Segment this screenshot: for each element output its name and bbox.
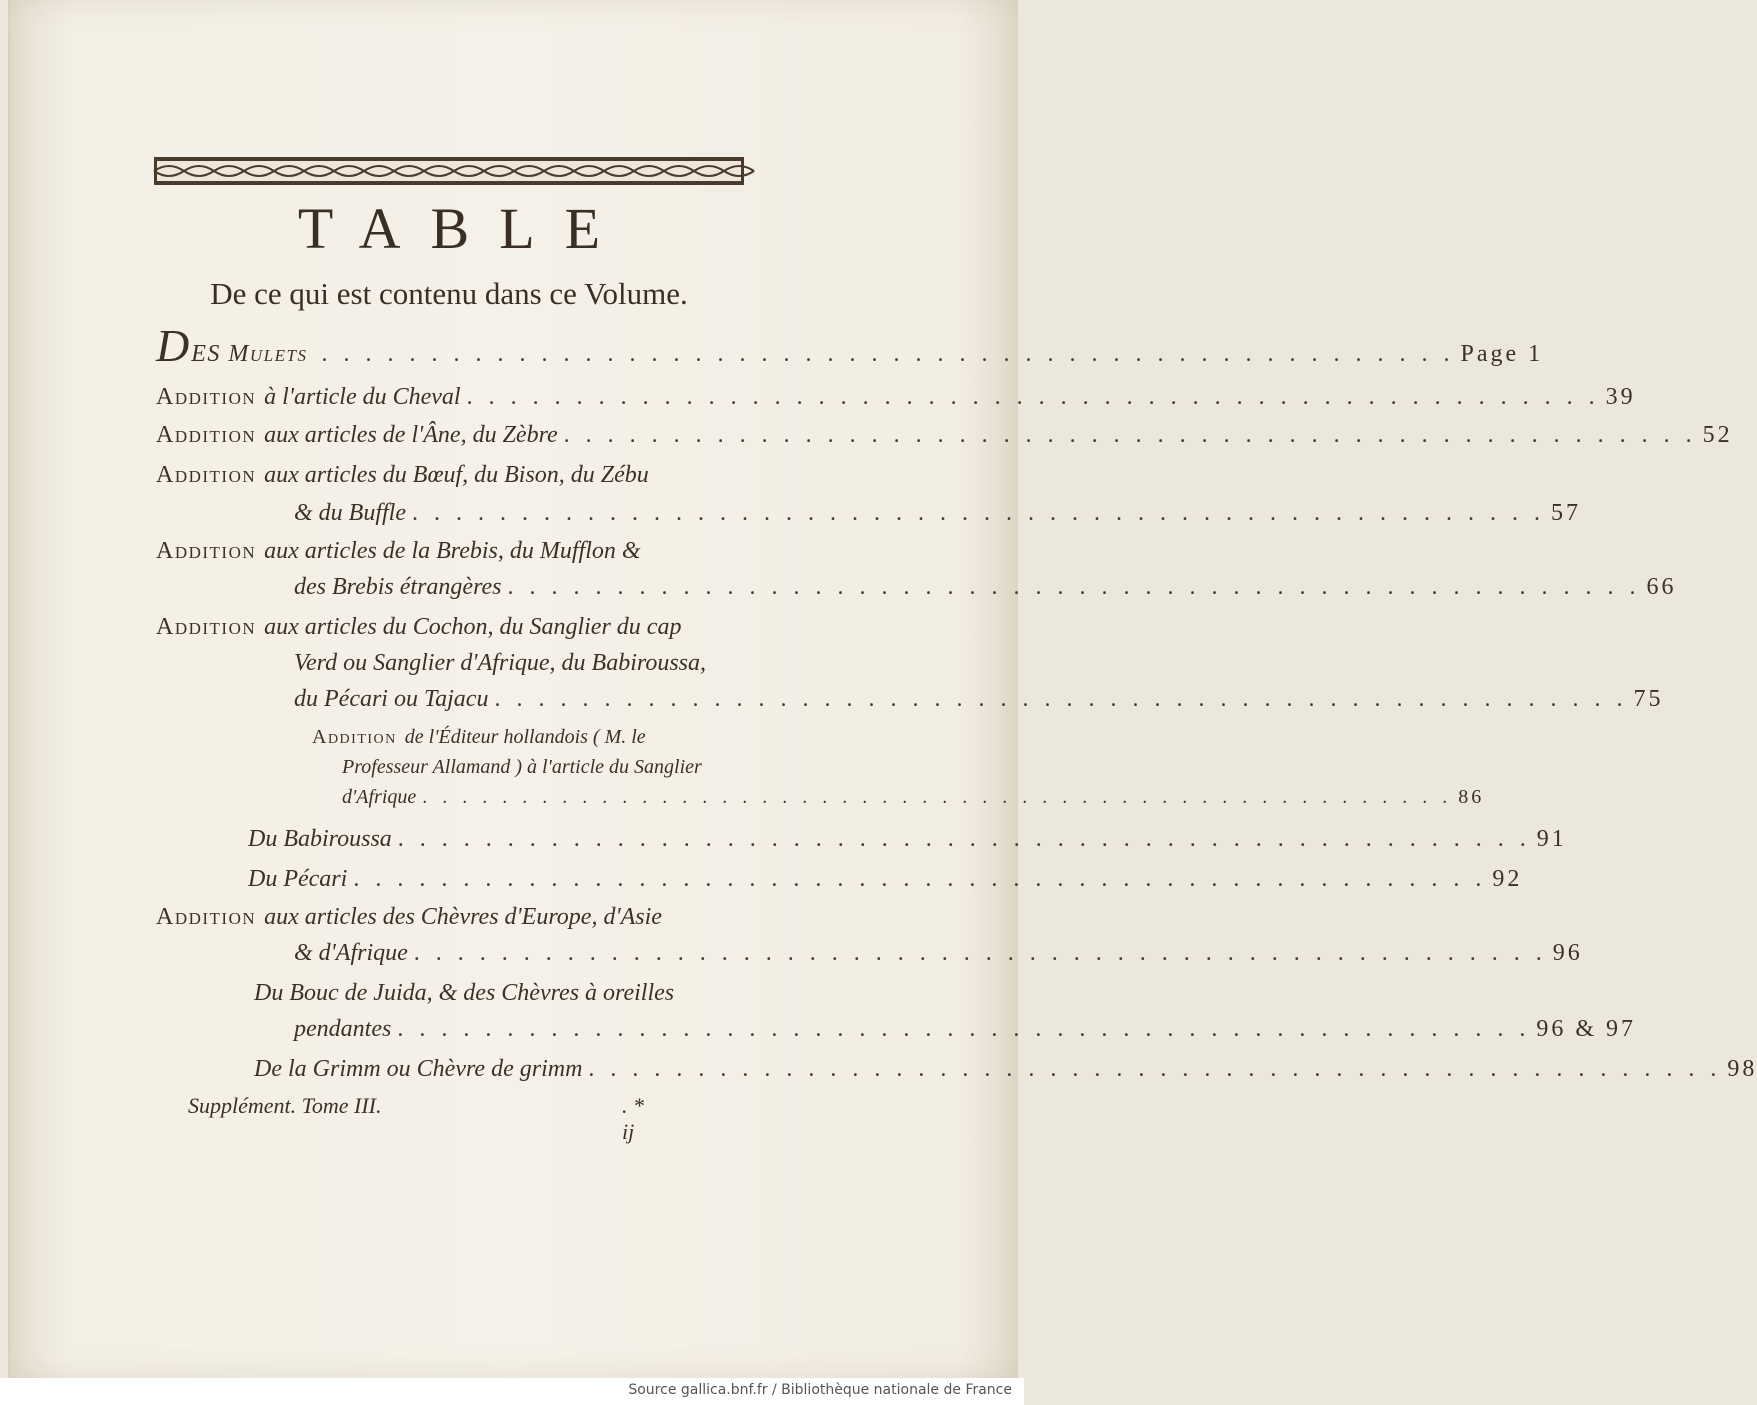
entry-label: aux articles du Bœuf, du Bison, du Zébu xyxy=(264,462,649,488)
entry-page: Page 1 xyxy=(1460,341,1544,367)
entry-page: 98 xyxy=(1727,1056,1757,1082)
entry-page: 66 xyxy=(1646,574,1677,600)
entry-label: des Brebis étrangères xyxy=(294,574,502,600)
toc-entry-cochon-line3 xyxy=(294,686,1664,720)
entry-label: Verd ou Sanglier d'Afrique, du Babiroussa, xyxy=(294,650,707,676)
entry-label: & d'Afrique xyxy=(294,940,408,966)
page-subtitle: De ce qui est contenu dans ce Volume. xyxy=(210,276,688,311)
page-footer xyxy=(188,1093,648,1144)
entry-heading: Addition xyxy=(156,384,257,410)
toc-entry-brebis-line1 xyxy=(156,538,744,572)
entry-label: Du Bouc de Juida, & des Chèvres à oreilles xyxy=(254,980,675,1006)
toc-entry-cochon-line2 xyxy=(294,650,744,684)
source-credit: Source gallica.bnf.fr / Bibliothèque nationale de France xyxy=(628,1382,1012,1398)
toc-entry-chevres-line1 xyxy=(156,904,744,938)
leader-dots: . . . . . . . . . . . . . . . . . . . . . . . . . . . . . . . . . . . . . . . . . . . . . . . . . . . . xyxy=(397,1016,1531,1042)
leader-dots: . . . . . . . . . . . . . . . . . . . . . . . . . . . . . . . . . . . . . . . . . . . . . . . . . . . . xyxy=(353,866,1487,892)
toc-entry-bouc-line2 xyxy=(294,1016,1636,1050)
toc-entry-editeur-line2 xyxy=(342,756,744,790)
entry-label: aux articles des Chèvres d'Europe, d'Asie xyxy=(264,904,662,930)
leader-dots: . . . . . . . . . . . . . . . . . . . . . . . . . . . . . . . . . . . . . . . . . . . . . . . . . . . . xyxy=(588,1056,1722,1082)
leader-dots: . . . . . . . . . . . . . . . . . . . . . . . . . . . . . . . . . . . . . . . . . . . . . . . . . . . . xyxy=(563,422,1697,448)
toc-entry-cochon-line1 xyxy=(156,614,744,648)
entry-page: 86 xyxy=(1458,786,1485,808)
entry-heading: Addition xyxy=(156,904,257,930)
toc-entry-ane xyxy=(156,422,1733,456)
toc-entry-editeur-line3 xyxy=(342,786,1485,820)
leader-dots: . . . . . . . . . . . . . . . . . . . . . . . . . . . . . . . . . . . . . . . . . . . . . . . . . . . . xyxy=(413,940,1547,966)
leader-dots: . . . . . . . . . . . . . . . . . . . . . . . . . . . . . . . . . . . . . . . . . . . . . . . . . . . . xyxy=(422,786,1453,808)
toc-entry-babiroussa xyxy=(248,826,1567,860)
entry-label: à l'article du Cheval xyxy=(264,384,461,410)
entry-heading: Addition xyxy=(156,422,257,448)
signature-mark: . * ij xyxy=(622,1093,644,1144)
entry-label: aux articles de la Brebis, du Mufflon & xyxy=(264,538,641,564)
leader-dots: . . . . . . . . . . . . . . . . . . . . . . . . . . . . . . . . . . . . . . . . . . . . . . . . . . . . xyxy=(397,826,1531,852)
entry-label: aux articles du Cochon, du Sanglier du cap xyxy=(264,614,682,640)
entry-page: 91 xyxy=(1536,826,1567,852)
toc-entry-mulets xyxy=(156,320,1544,371)
entry-label: de l'Éditeur hollandois ( M. le xyxy=(404,726,646,748)
entry-label: Du Babiroussa xyxy=(248,826,392,852)
entry-label: du Pécari ou Tajacu xyxy=(294,686,489,712)
leader-dots: . . . . . . . . . . . . . . . . . . . . . . . . . . . . . . . . . . . . . . . . . . . . . . . . . . . . xyxy=(494,686,1628,712)
leader-dots: . . . . . . . . . . . . . . . . . . . . . . . . . . . . . . . . . . . . . . . . . . . . . . . . . . . . xyxy=(507,574,1641,600)
leader-dots: . . . . . . . . . . . . . . . . . . . . . . . . . . . . . . . . . . . . . . . . . . . . . . . . . . . . xyxy=(466,384,1600,410)
entry-page: 52 xyxy=(1702,422,1733,448)
entry-page: 96 xyxy=(1552,940,1583,966)
entry-heading: Addition xyxy=(156,462,257,488)
entry-page: 96 & 97 xyxy=(1536,1016,1636,1042)
entry-page: 75 xyxy=(1633,686,1664,712)
entry-label: De la Grimm ou Chèvre de grimm xyxy=(254,1056,583,1082)
entry-label: Du Pécari xyxy=(248,866,348,892)
toc-entry-editeur-line1 xyxy=(312,726,744,760)
toc-entry-boeuf-line1 xyxy=(156,462,744,496)
entry-page: 92 xyxy=(1492,866,1523,892)
entry-label: Professeur Allamand ) à l'article du Sanglier xyxy=(342,756,702,778)
volume-label: Supplément. Tome III. xyxy=(188,1093,382,1118)
entry-label: aux articles de l'Âne, du Zèbre xyxy=(264,422,558,448)
toc-entry-grimm xyxy=(254,1056,1757,1090)
page-title: TABLE xyxy=(297,196,631,261)
toc-entry-pecari xyxy=(248,866,1523,900)
entry-heading: Addition xyxy=(312,726,397,748)
page-edge xyxy=(8,0,10,1378)
entry-heading: Addition xyxy=(156,614,257,640)
entry-label: ES Mulets xyxy=(191,341,308,367)
entry-page: 57 xyxy=(1550,500,1581,526)
leader-dots: . . . . . . . . . . . . . . . . . . . . . . . . . . . . . . . . . . . . . . . . . . . . . . . . . . . . xyxy=(411,500,1545,526)
entry-heading: Addition xyxy=(156,538,257,564)
toc-entry-brebis-line2 xyxy=(294,574,1677,608)
toc-entry-cheval xyxy=(156,384,1636,418)
toc-entry-bouc-line1 xyxy=(254,980,744,1014)
drop-cap: D xyxy=(156,320,190,371)
toc-entry-chevres-line2 xyxy=(294,940,1583,974)
entry-label: d'Afrique xyxy=(342,786,417,808)
entry-label: & du Buffle xyxy=(294,500,406,526)
entry-label: pendantes xyxy=(294,1016,392,1042)
entry-page: 39 xyxy=(1605,384,1636,410)
toc-entry-boeuf-line2 xyxy=(294,500,1581,534)
leader-dots: . . . . . . . . . . . . . . . . . . . . . . . . . . . . . . . . . . . . . . . . . . . . . . . . . . . . xyxy=(321,341,1455,367)
ornament-band-icon xyxy=(154,157,744,185)
